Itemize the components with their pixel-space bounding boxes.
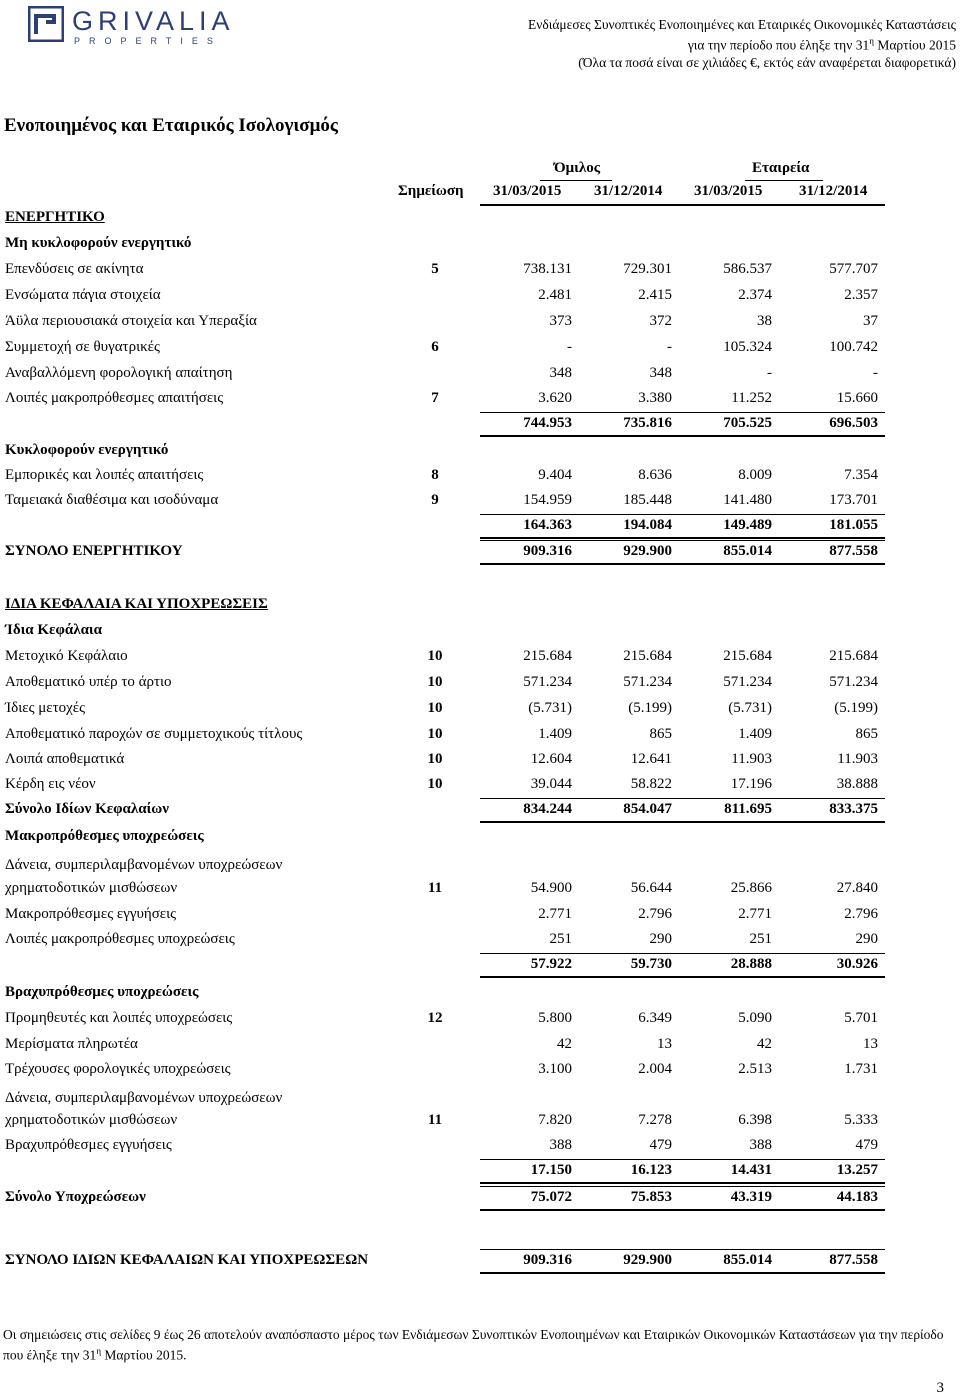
row-note: 10	[427, 674, 443, 690]
header-line-1: Ενδιάμεσες Συνοπτικές Ενοποιημένες και Εταιρικές Οικονομικές Καταστάσεις	[528, 17, 956, 32]
table-row	[0, 1010, 960, 1032]
group-underline	[540, 180, 612, 181]
row-value: 2.796	[638, 906, 672, 922]
table-row	[0, 674, 960, 696]
row-value: 1.409	[738, 726, 772, 742]
row-value: 2.374	[738, 287, 772, 303]
row-value: 909.316	[523, 1252, 572, 1268]
row-value: -	[767, 365, 772, 381]
table-row	[0, 415, 960, 437]
header-line-2	[528, 33, 956, 54]
row-label: Επενδύσεις σε ακίνητα	[5, 261, 144, 277]
row-value: 15.660	[836, 390, 878, 406]
row-note: 11	[427, 1112, 443, 1128]
footnote-text: Οι σημειώσεις στις σελίδες 9 έως 26 αποτελούν αναπόσπαστο μέρος των Ενδιάμεσων Συνοπτικών Ενοποιημένων και Εταιρικών Οικονομικών Καταστάσεων για την περίοδο που έληξε την 31	[3, 1327, 944, 1363]
row-value: 833.375	[829, 801, 878, 817]
row-value: 75.853	[630, 1189, 672, 1205]
row-note: 6	[431, 339, 439, 355]
row-label: ΣΥΝΟΛΟ ΕΝΕΡΓΗΤΙΚΟΥ	[5, 543, 183, 559]
row-value: 2.771	[738, 906, 772, 922]
table-row	[0, 726, 960, 748]
row-value: -	[667, 339, 672, 355]
header-line-2-text: για την περίοδο που έληξε την 31	[687, 37, 870, 53]
header-line-2-sup: η	[869, 36, 874, 46]
row-note: 9	[431, 492, 439, 508]
date-column-3: 31/03/2015	[694, 183, 763, 199]
row-value: 57.922	[530, 956, 572, 972]
row-value: 735.816	[623, 415, 672, 431]
note-column-header: Σημείωση	[398, 183, 464, 199]
row-value: 2.415	[638, 287, 672, 303]
row-note: 10	[427, 700, 443, 716]
row-note: 7	[431, 390, 439, 406]
total-rule-bottom	[480, 1182, 885, 1184]
row-label: Σύνολο Ιδίων Κεφαλαίων	[5, 801, 169, 817]
row-value: 3.100	[538, 1061, 572, 1077]
row-value: 251	[549, 931, 572, 947]
total-rule-bottom	[480, 1209, 885, 1211]
row-value: 909.316	[523, 543, 572, 559]
row-value: 696.503	[829, 415, 878, 431]
row-value: 372	[649, 313, 672, 329]
row-value: 194.084	[623, 517, 672, 533]
total-rule-top	[480, 514, 885, 515]
row-value: 571.234	[623, 674, 672, 690]
row-value: 834.244	[523, 801, 572, 817]
row-value: 173.701	[829, 492, 878, 508]
row-label: χρηματοδοτικών μισθώσεων	[5, 1112, 178, 1128]
row-value: 12.604	[530, 751, 572, 767]
table-row	[0, 467, 960, 489]
row-note: 10	[427, 726, 443, 742]
row-value: 251	[749, 931, 772, 947]
row-value: (5.199)	[628, 700, 672, 716]
table-row	[0, 1189, 960, 1211]
total-rule-bottom	[480, 537, 885, 539]
row-value: 9.404	[538, 467, 572, 483]
row-value: 571.234	[829, 674, 878, 690]
header-line-2-end: Μαρτίου 2015	[873, 37, 956, 53]
row-value: 56.644	[630, 880, 672, 896]
row-value: 181.055	[829, 517, 878, 533]
row-value: 164.363	[523, 517, 572, 533]
table-row	[0, 931, 960, 953]
row-value: 577.707	[829, 261, 878, 277]
document-header	[528, 16, 956, 71]
total-rule-top	[480, 540, 885, 541]
row-value: 865	[649, 726, 672, 742]
row-label: Άϋλα περιουσιακά στοιχεία και Υπεραξία	[5, 313, 257, 329]
row-value: 348	[549, 365, 572, 381]
row-note: 11	[427, 880, 443, 896]
table-row	[0, 776, 960, 798]
row-value: 38.888	[836, 776, 878, 792]
row-value: 586.537	[723, 261, 772, 277]
row-value: 44.183	[836, 1189, 878, 1205]
row-label: Βραχυπρόθεσμες υποχρεώσεις	[5, 984, 199, 1000]
total-rule-bottom	[480, 976, 885, 978]
row-label: Ίδια Κεφάλαια	[5, 622, 102, 638]
row-value: 877.558	[829, 1252, 878, 1268]
footnote-end: Μαρτίου 2015.	[101, 1347, 187, 1363]
row-value: 11.903	[731, 751, 772, 767]
table-row	[0, 1137, 960, 1159]
table-row	[0, 906, 960, 928]
row-value: 2.796	[844, 906, 878, 922]
table-row	[0, 648, 960, 670]
total-rule-bottom	[480, 435, 885, 437]
row-value: 7.354	[844, 467, 878, 483]
row-value: 855.014	[723, 543, 772, 559]
row-note: 8	[431, 467, 439, 483]
row-value: 865	[855, 726, 878, 742]
row-label: Λοιπές μακροπρόθεσμες υποχρεώσεις	[5, 931, 235, 947]
row-value: 42	[557, 1036, 572, 1052]
total-rule-top	[480, 1186, 885, 1187]
table-row	[0, 880, 960, 902]
row-value: 290	[855, 931, 878, 947]
table-row	[0, 1162, 960, 1184]
row-note: 10	[427, 648, 443, 664]
table-row	[0, 261, 960, 283]
row-value: 13	[863, 1036, 878, 1052]
row-value: 3.380	[638, 390, 672, 406]
row-label: Αναβαλλόμενη φορολογική απαίτηση	[5, 365, 233, 381]
table-row	[0, 442, 960, 464]
row-value: 7.820	[538, 1112, 572, 1128]
row-label: Συμμετοχή σε θυγατρικές	[5, 339, 160, 355]
company-logo	[28, 6, 235, 46]
row-value: 100.742	[829, 339, 878, 355]
row-value: 811.695	[724, 801, 772, 817]
row-label: Μετοχικό Κεφάλαιο	[5, 648, 128, 664]
table-row	[0, 365, 960, 387]
row-label: ΣΥΝΟΛΟ ΙΔΙΩΝ ΚΕΦΑΛΑΙΩΝ ΚΑΙ ΥΠΟΧΡΕΩΣΕΩΝ	[5, 1252, 369, 1268]
row-value: 7.278	[638, 1112, 672, 1128]
row-value: 43.319	[730, 1189, 772, 1205]
table-row	[0, 828, 960, 850]
date-column-2: 31/12/2014	[594, 183, 663, 199]
row-value: (5.199)	[834, 700, 878, 716]
header-line-3: (Όλα τα ποσά είναι σε χιλιάδες €, εκτός εάν αναφέρεται διαφορετικά)	[578, 54, 956, 70]
date-column-1: 31/03/2015	[493, 183, 562, 199]
row-label: Μακροπρόθεσμες υποχρεώσεις	[5, 828, 204, 844]
row-value: 1.731	[844, 1061, 878, 1077]
logo-subtitle: PROPERTIES	[74, 36, 222, 46]
table-row	[0, 1252, 960, 1274]
row-value: 929.900	[623, 543, 672, 559]
row-value: 5.800	[538, 1010, 572, 1026]
row-value: 215.684	[723, 648, 772, 664]
row-value: 738.131	[523, 261, 572, 277]
row-value: 38	[757, 313, 772, 329]
row-label: Σύνολο Υποχρεώσεων	[5, 1189, 146, 1205]
row-value: 8.009	[738, 467, 772, 483]
row-label: Δάνεια, συμπεριλαμβανομένων υποχρεώσεων	[5, 857, 283, 873]
row-label: Μακροπρόθεσμες εγγυήσεις	[5, 906, 177, 922]
row-label: Κυκλοφορούν ενεργητικό	[5, 442, 169, 458]
row-value: (5.731)	[728, 700, 772, 716]
page-number: 3	[936, 1380, 944, 1396]
row-label: Εμπορικές και λοιπές απαιτήσεις	[5, 467, 204, 483]
footnote-sup: η	[96, 1346, 102, 1356]
row-label: Ταμειακά διαθέσιμα και ισοδύναμα	[5, 492, 219, 508]
row-label: Αποθεματικό υπέρ το άρτιο	[5, 674, 172, 690]
row-value: 16.123	[630, 1162, 672, 1178]
row-value: 11.252	[731, 390, 772, 406]
table-row	[0, 984, 960, 1006]
table-row	[0, 339, 960, 361]
row-value: 2.357	[844, 287, 878, 303]
row-value: 5.701	[844, 1010, 878, 1026]
company-underline	[745, 180, 823, 181]
header-rule	[480, 204, 885, 206]
row-value: 39.044	[530, 776, 572, 792]
row-label: Προμηθευτές και λοιπές υποχρεώσεις	[5, 1010, 233, 1026]
row-note: 10	[427, 776, 443, 792]
row-label: ΕΝΕΡΓΗΤΙΚΟ	[5, 209, 105, 225]
row-value: 929.900	[623, 1252, 672, 1268]
row-value: 215.684	[623, 648, 672, 664]
table-row	[0, 596, 960, 618]
table-row	[0, 209, 960, 231]
row-value: 1.409	[538, 726, 572, 742]
footnote	[3, 1326, 953, 1364]
row-label: Βραχυπρόθεσμες εγγυήσεις	[5, 1137, 172, 1153]
row-label: χρηματοδοτικών μισθώσεων	[5, 880, 178, 896]
row-label: ΙΔΙΑ ΚΕΦΑΛΑΙΑ ΚΑΙ ΥΠΟΧΡΕΩΣΕΙΣ	[5, 596, 268, 612]
row-label: Ίδιες μετοχές	[5, 700, 86, 716]
table-row	[0, 1090, 960, 1112]
row-value: 855.014	[723, 1252, 772, 1268]
row-value: 2.004	[638, 1061, 672, 1077]
row-label: Λοιπά αποθεματικά	[5, 751, 125, 767]
row-value: 5.333	[844, 1112, 878, 1128]
row-value: 17.150	[530, 1162, 572, 1178]
row-value: 705.525	[723, 415, 772, 431]
row-value: 105.324	[723, 339, 772, 355]
date-column-4: 31/12/2014	[799, 183, 868, 199]
row-value: 54.900	[530, 880, 572, 896]
table-row	[0, 857, 960, 879]
row-value: 388	[549, 1137, 572, 1153]
table-row	[0, 235, 960, 257]
row-value: 11.903	[837, 751, 878, 767]
table-row	[0, 751, 960, 773]
table-row	[0, 390, 960, 412]
row-value: 25.866	[730, 880, 772, 896]
total-rule-top	[480, 1159, 885, 1160]
total-rule-bottom	[480, 1272, 885, 1274]
row-value: 571.234	[723, 674, 772, 690]
row-value: 6.349	[638, 1010, 672, 1026]
table-row	[0, 287, 960, 309]
row-value: 388	[749, 1137, 772, 1153]
row-value: 185.448	[623, 492, 672, 508]
total-rule-top	[480, 953, 885, 954]
total-rule-top	[480, 412, 885, 413]
row-value: 30.926	[836, 956, 878, 972]
row-label: Μερίσματα πληρωτέα	[5, 1036, 138, 1052]
table-row	[0, 956, 960, 978]
row-label: Τρέχουσες φορολογικές υποχρεώσεις	[5, 1061, 231, 1077]
row-value: 744.953	[523, 415, 572, 431]
group-column-header: Όμιλος	[554, 160, 601, 176]
row-value: 290	[649, 931, 672, 947]
row-label: Αποθεματικό παροχών σε συμμετοχικούς τίτλους	[5, 726, 303, 742]
total-rule-top	[480, 798, 885, 799]
row-value: 42	[757, 1036, 772, 1052]
row-value: 12.641	[630, 751, 672, 767]
page-title: Ενοποιημένος και Εταιρικός Ισολογισμός	[4, 115, 338, 136]
row-value: 59.730	[630, 956, 672, 972]
row-note: 12	[427, 1010, 443, 1026]
row-value: -	[567, 339, 572, 355]
row-value: 2.771	[538, 906, 572, 922]
row-value: 854.047	[623, 801, 672, 817]
row-value: 215.684	[523, 648, 572, 664]
row-value: 877.558	[829, 543, 878, 559]
row-note: 5	[431, 261, 439, 277]
row-value: 215.684	[829, 648, 878, 664]
row-value: 3.620	[538, 390, 572, 406]
row-value: 479	[649, 1137, 672, 1153]
row-value: (5.731)	[528, 700, 572, 716]
table-row	[0, 517, 960, 539]
row-value: 149.489	[723, 517, 772, 533]
row-value: 571.234	[523, 674, 572, 690]
table-row	[0, 1112, 960, 1134]
total-rule-bottom	[480, 563, 885, 565]
row-value: 729.301	[623, 261, 672, 277]
row-value: -	[873, 365, 878, 381]
row-value: 141.480	[723, 492, 772, 508]
row-value: 6.398	[738, 1112, 772, 1128]
table-row	[0, 543, 960, 565]
row-value: 28.888	[730, 956, 772, 972]
row-label: Λοιπές μακροπρόθεσμες απαιτήσεις	[5, 390, 224, 406]
table-row	[0, 313, 960, 335]
company-column-header: Εταιρεία	[752, 160, 810, 176]
table-row	[0, 1061, 960, 1083]
row-label: Ενσώματα πάγια στοιχεία	[5, 287, 161, 303]
row-value: 58.822	[630, 776, 672, 792]
row-value: 479	[855, 1137, 878, 1153]
row-value: 373	[549, 313, 572, 329]
table-row	[0, 1036, 960, 1058]
row-value: 2.481	[538, 287, 572, 303]
row-value: 154.959	[523, 492, 572, 508]
row-value: 14.431	[730, 1162, 772, 1178]
row-label: Κέρδη εις νέον	[5, 776, 96, 792]
row-value: 37	[863, 313, 878, 329]
total-rule-top	[480, 1249, 885, 1250]
row-note: 10	[427, 751, 443, 767]
table-row	[0, 622, 960, 644]
row-value: 17.196	[730, 776, 772, 792]
row-label: Δάνεια, συμπεριλαμβανομένων υποχρεώσεων	[5, 1090, 283, 1106]
row-label: Μη κυκλοφορούν ενεργητικό	[5, 235, 192, 251]
row-value: 13.257	[836, 1162, 878, 1178]
row-value: 5.090	[738, 1010, 772, 1026]
row-value: 2.513	[738, 1061, 772, 1077]
logo-name: GRIVALIA	[72, 6, 235, 36]
row-value: 75.072	[530, 1189, 572, 1205]
row-value: 8.636	[638, 467, 672, 483]
row-value: 348	[649, 365, 672, 381]
table-row	[0, 801, 960, 823]
row-value: 13	[657, 1036, 672, 1052]
table-row	[0, 492, 960, 514]
table-row	[0, 700, 960, 722]
row-value: 27.840	[836, 880, 878, 896]
logo-mark-icon	[28, 6, 64, 42]
total-rule-bottom	[480, 821, 885, 823]
